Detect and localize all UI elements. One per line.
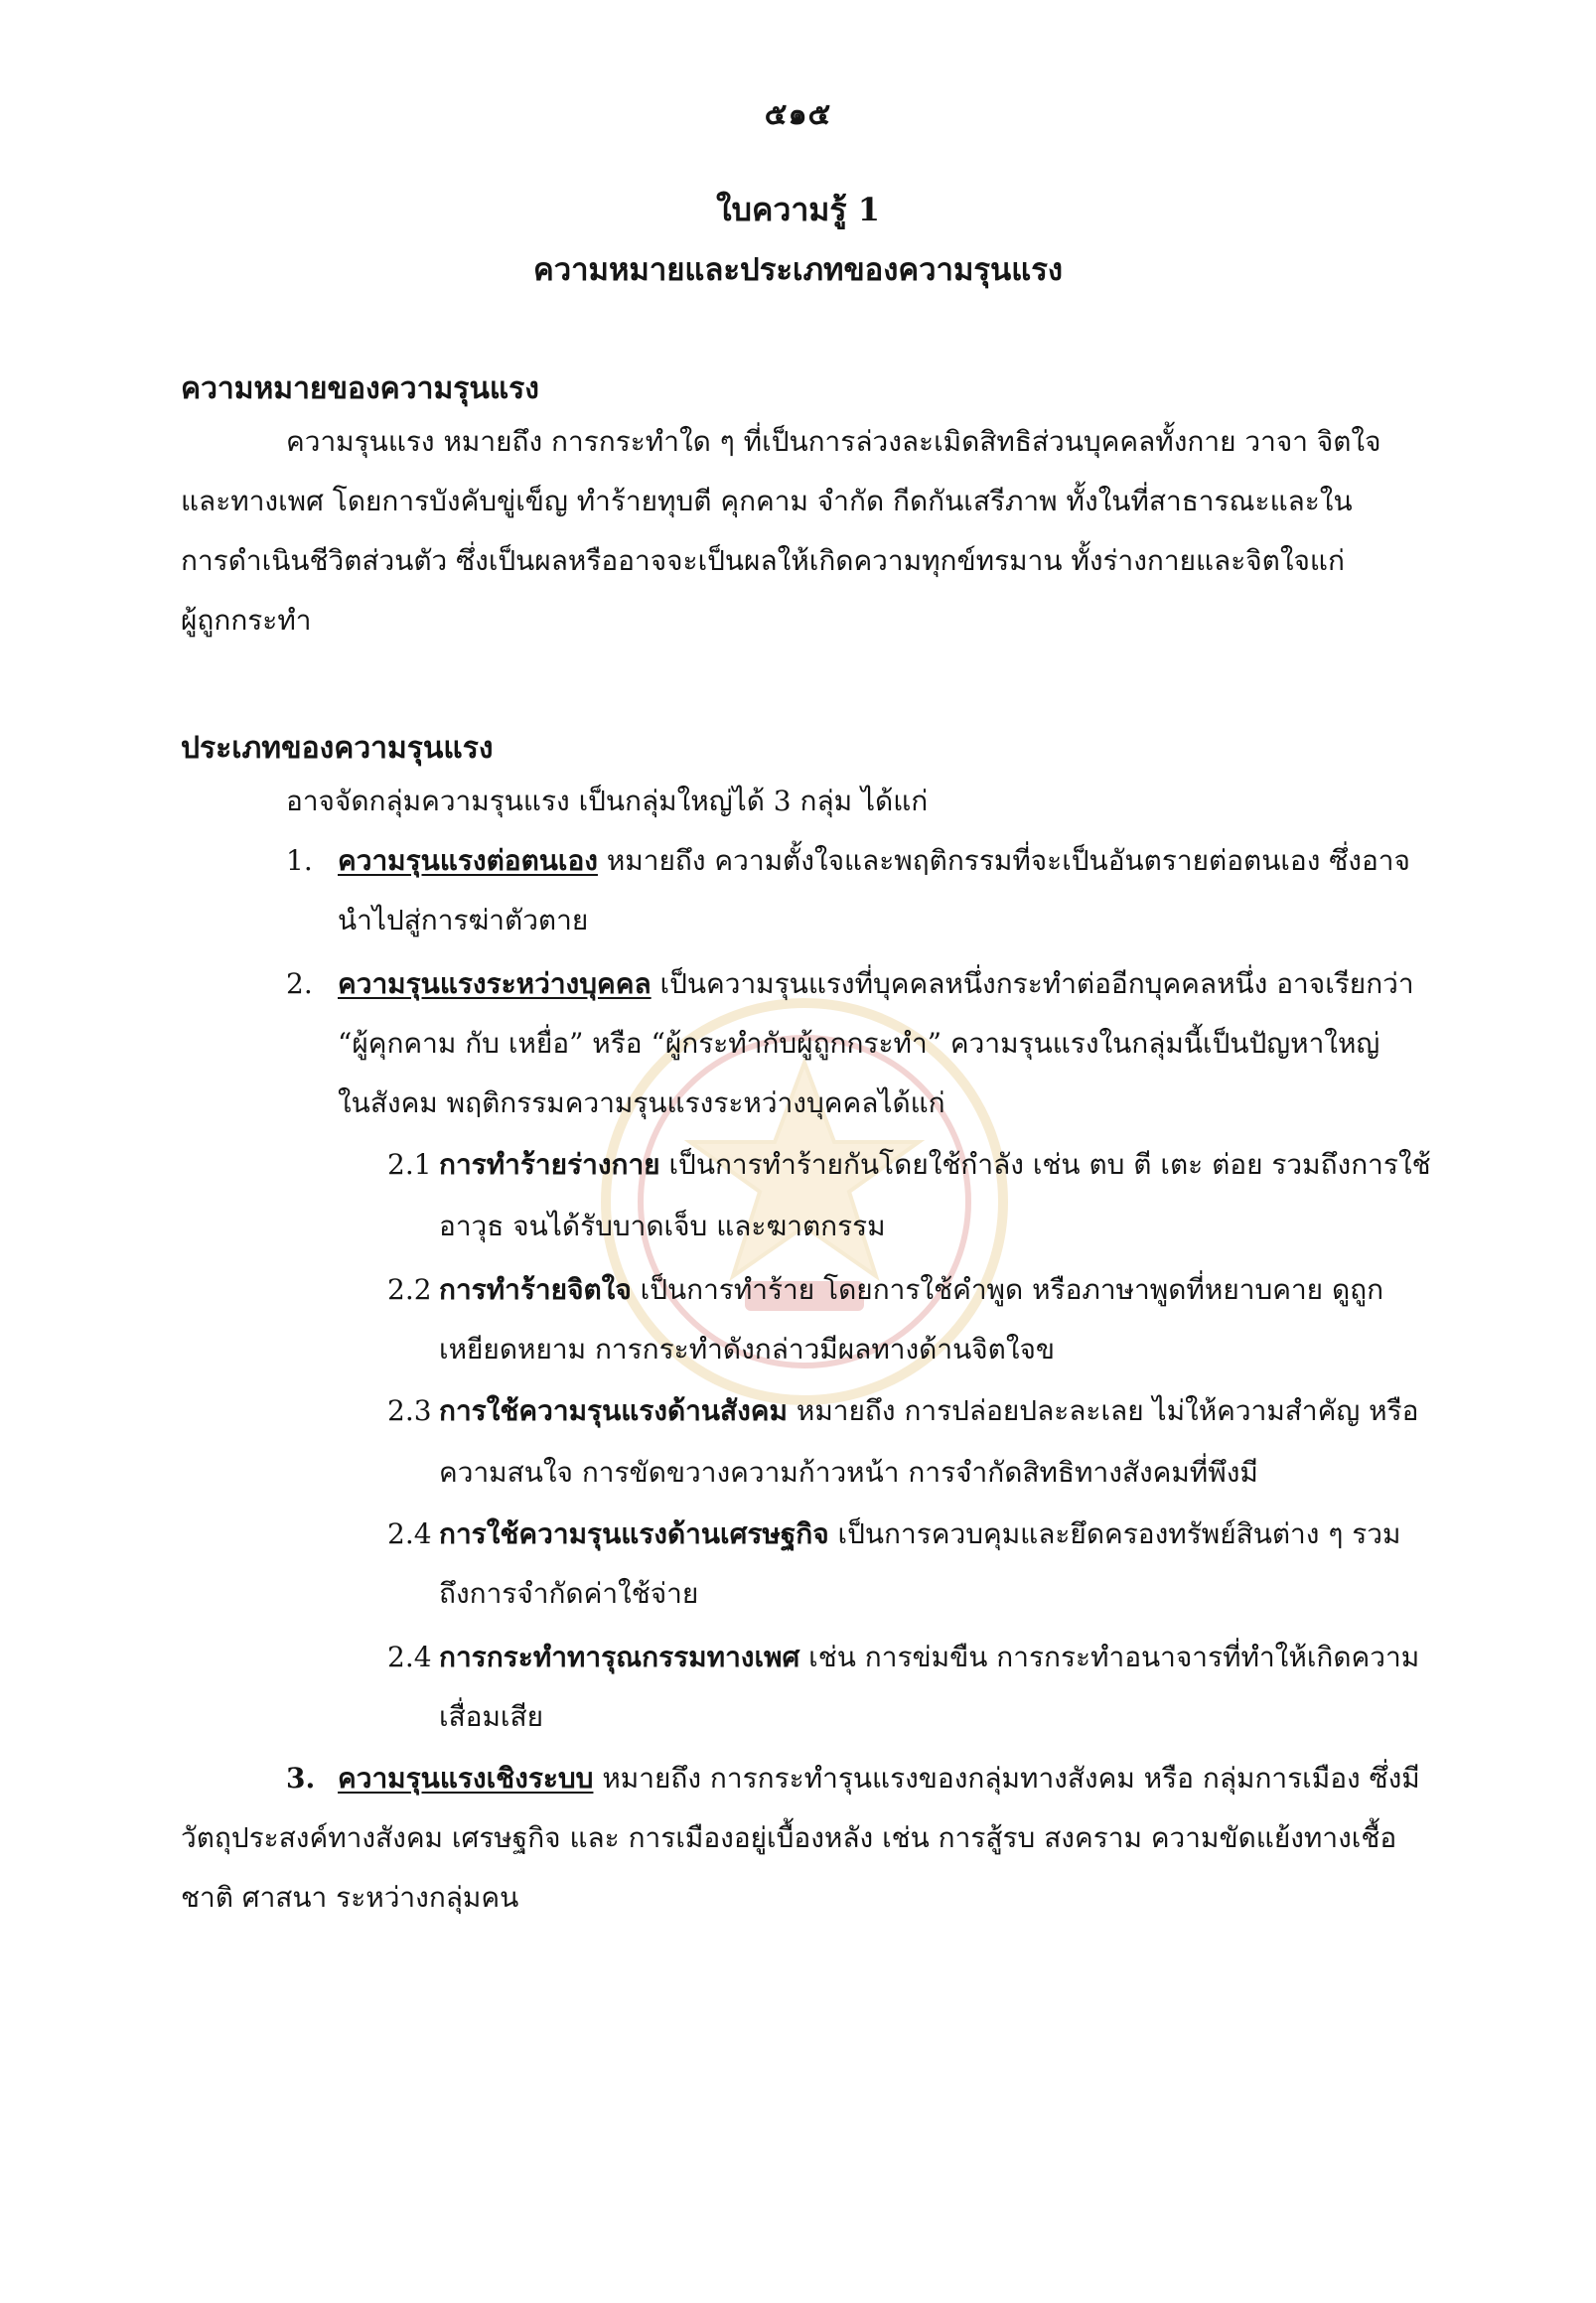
meaning-line-3: การดำเนินชีวิตส่วนตัว ซึ่งเป็นผลหรืออาจจะเป็นผลให้เกิดความทุกข์ทรมาน ทั้งร่างกายและจิตใจแก่: [181, 544, 1345, 577]
item-3-number: 3.: [286, 1762, 316, 1795]
sub-2-4b-line-1: [387, 1641, 1419, 1674]
item-2-number: 2.: [286, 967, 313, 1000]
item-2-line-3: ในสังคม พฤติกรรมความรุนแรงระหว่างบุคคลได้แก่: [338, 1086, 945, 1119]
sub-2-1-line-2: อาวุธ จนได้รับบาดเจ็บ และฆาตกรรม: [439, 1210, 886, 1242]
item-2-term: ความรุนแรงระหว่างบุคคล: [338, 967, 652, 1000]
item-3-line-2: วัตถุประสงค์ทางสังคม เศรษฐกิจ และ การเมืองอยู่เบื้องหลัง เช่น การสู้รบ สงคราม ความขัดแย้งทางเชื้อ: [181, 1821, 1397, 1854]
sub-2-1-line-1: [387, 1148, 1431, 1182]
sub-2-2-number: 2.2: [387, 1273, 432, 1306]
item-1-number: 1.: [286, 844, 313, 877]
sub-2-3-number: 2.3: [387, 1394, 432, 1427]
sub-2-3-line-1: [387, 1394, 1418, 1428]
item-3-line-1: [286, 1762, 1420, 1796]
item-3-desc: หมายถึง การกระทำรุนแรงของกลุ่มทางสังคม หรือ กลุ่มการเมือง ซึ่งมี: [593, 1762, 1420, 1795]
item-1-line-1: [286, 844, 1410, 878]
sub-2-4a-desc: เป็นการควบคุมและยึดครองทรัพย์สินต่าง ๆ รวม: [828, 1517, 1401, 1550]
types-intro: อาจจัดกลุ่มความรุนแรง เป็นกลุ่มใหญ่ได้ 3 กลุ่ม ได้แก่: [286, 785, 929, 817]
item-2-line-2: “ผู้คุกคาม กับ เหยื่อ” หรือ “ผู้กระทำกับผู้ถูกกระทำ” ความรุนแรงในกลุ่มนี้เป็นปัญหาใหญ่: [338, 1027, 1380, 1060]
sub-2-1-desc: เป็นการทำร้ายกันโดยใช้กำลัง เช่น ตบ ตี เตะ ต่อย รวมถึงการใช้: [659, 1148, 1431, 1181]
sub-2-4b-desc: เช่น การข่มขืน การกระทำอนาจารที่ทำให้เกิดความ: [799, 1641, 1420, 1673]
sub-2-4a-number: 2.4: [387, 1517, 432, 1550]
sub-2-2-desc: เป็นการทำร้าย โดยการใช้คำพูด หรือภาษาพูดที่หยาบคาย ดูถูก: [631, 1273, 1384, 1306]
item-3-line-3: ชาติ ศาสนา ระหว่างกลุ่มคน: [181, 1881, 519, 1914]
sub-2-4a-term: การใช้ความรุนแรงด้านเศรษฐกิจ: [439, 1517, 829, 1550]
sub-2-4b-line-2: เสื่อมเสีย: [439, 1700, 543, 1733]
sub-2-4a-line-2: ถึงการจำกัดค่าใช้จ่าย: [439, 1577, 699, 1610]
sub-2-1-term: การทำร้ายร่างกาย: [439, 1148, 660, 1181]
sheet-subtitle: ความหมายและประเภทของความรุนแรง: [532, 252, 1064, 288]
meaning-line-4: ผู้ถูกกระทำ: [181, 604, 312, 637]
sub-2-3-term: การใช้ความรุนแรงด้านสังคม: [439, 1394, 788, 1427]
page-number: ๕๑๕: [764, 97, 832, 132]
meaning-line-2: และทางเพศ โดยการบังคับขู่เข็ญ ทำร้ายทุบตี คุกคาม จำกัด กีดกันเสรีภาพ ทั้งในที่สาธารณะและใน: [181, 485, 1353, 517]
item-2-line-1: [286, 967, 1414, 1001]
sheet-title: ใบความรู้ 1: [716, 191, 880, 228]
item-1-line-2: นำไปสู่การฆ่าตัวตาย: [338, 904, 589, 936]
item-3-term: ความรุนแรงเชิงระบบ: [338, 1762, 594, 1795]
item-1-desc: หมายถึง ความตั้งใจและพฤติกรรมที่จะเป็นอันตรายต่อตนเอง ซึ่งอาจ: [597, 844, 1410, 877]
sub-2-4b-number: 2.4: [387, 1641, 432, 1673]
sub-2-2-line-2: เหยียดหยาม การกระทำดังกล่าวมีผลทางด้านจิตใจข: [439, 1333, 1056, 1366]
types-heading: ประเภทของความรุนแรง: [181, 731, 494, 766]
sub-2-4b-term: การกระทำทารุณกรรมทางเพศ: [439, 1641, 800, 1673]
item-1-term: ความรุนแรงต่อตนเอง: [338, 844, 598, 877]
meaning-line-1: ความรุนแรง หมายถึง การกระทำใด ๆ ที่เป็นการล่วงละเมิดสิทธิส่วนบุคคลทั้งกาย วาจา จิตใจ: [286, 425, 1381, 458]
meaning-heading: ความหมายของความรุนแรง: [181, 371, 539, 406]
sub-2-1-number: 2.1: [387, 1148, 432, 1181]
sub-2-2-line-1: [387, 1273, 1383, 1307]
item-2-desc: เป็นความรุนแรงที่บุคคลหนึ่งกระทำต่ออีกบุคคลหนึ่ง อาจเรียกว่า: [651, 967, 1414, 1000]
sub-2-3-desc: หมายถึง การปล่อยปละละเลย ไม่ให้ความสำคัญ หรือ: [787, 1394, 1419, 1427]
sub-2-3-line-2: ความสนใจ การขัดขวางความก้าวหน้า การจำกัดสิทธิทางสังคมที่พึงมี: [439, 1456, 1258, 1489]
sub-2-2-term: การทำร้ายจิตใจ: [439, 1273, 632, 1306]
sub-2-4a-line-1: [387, 1517, 1401, 1551]
